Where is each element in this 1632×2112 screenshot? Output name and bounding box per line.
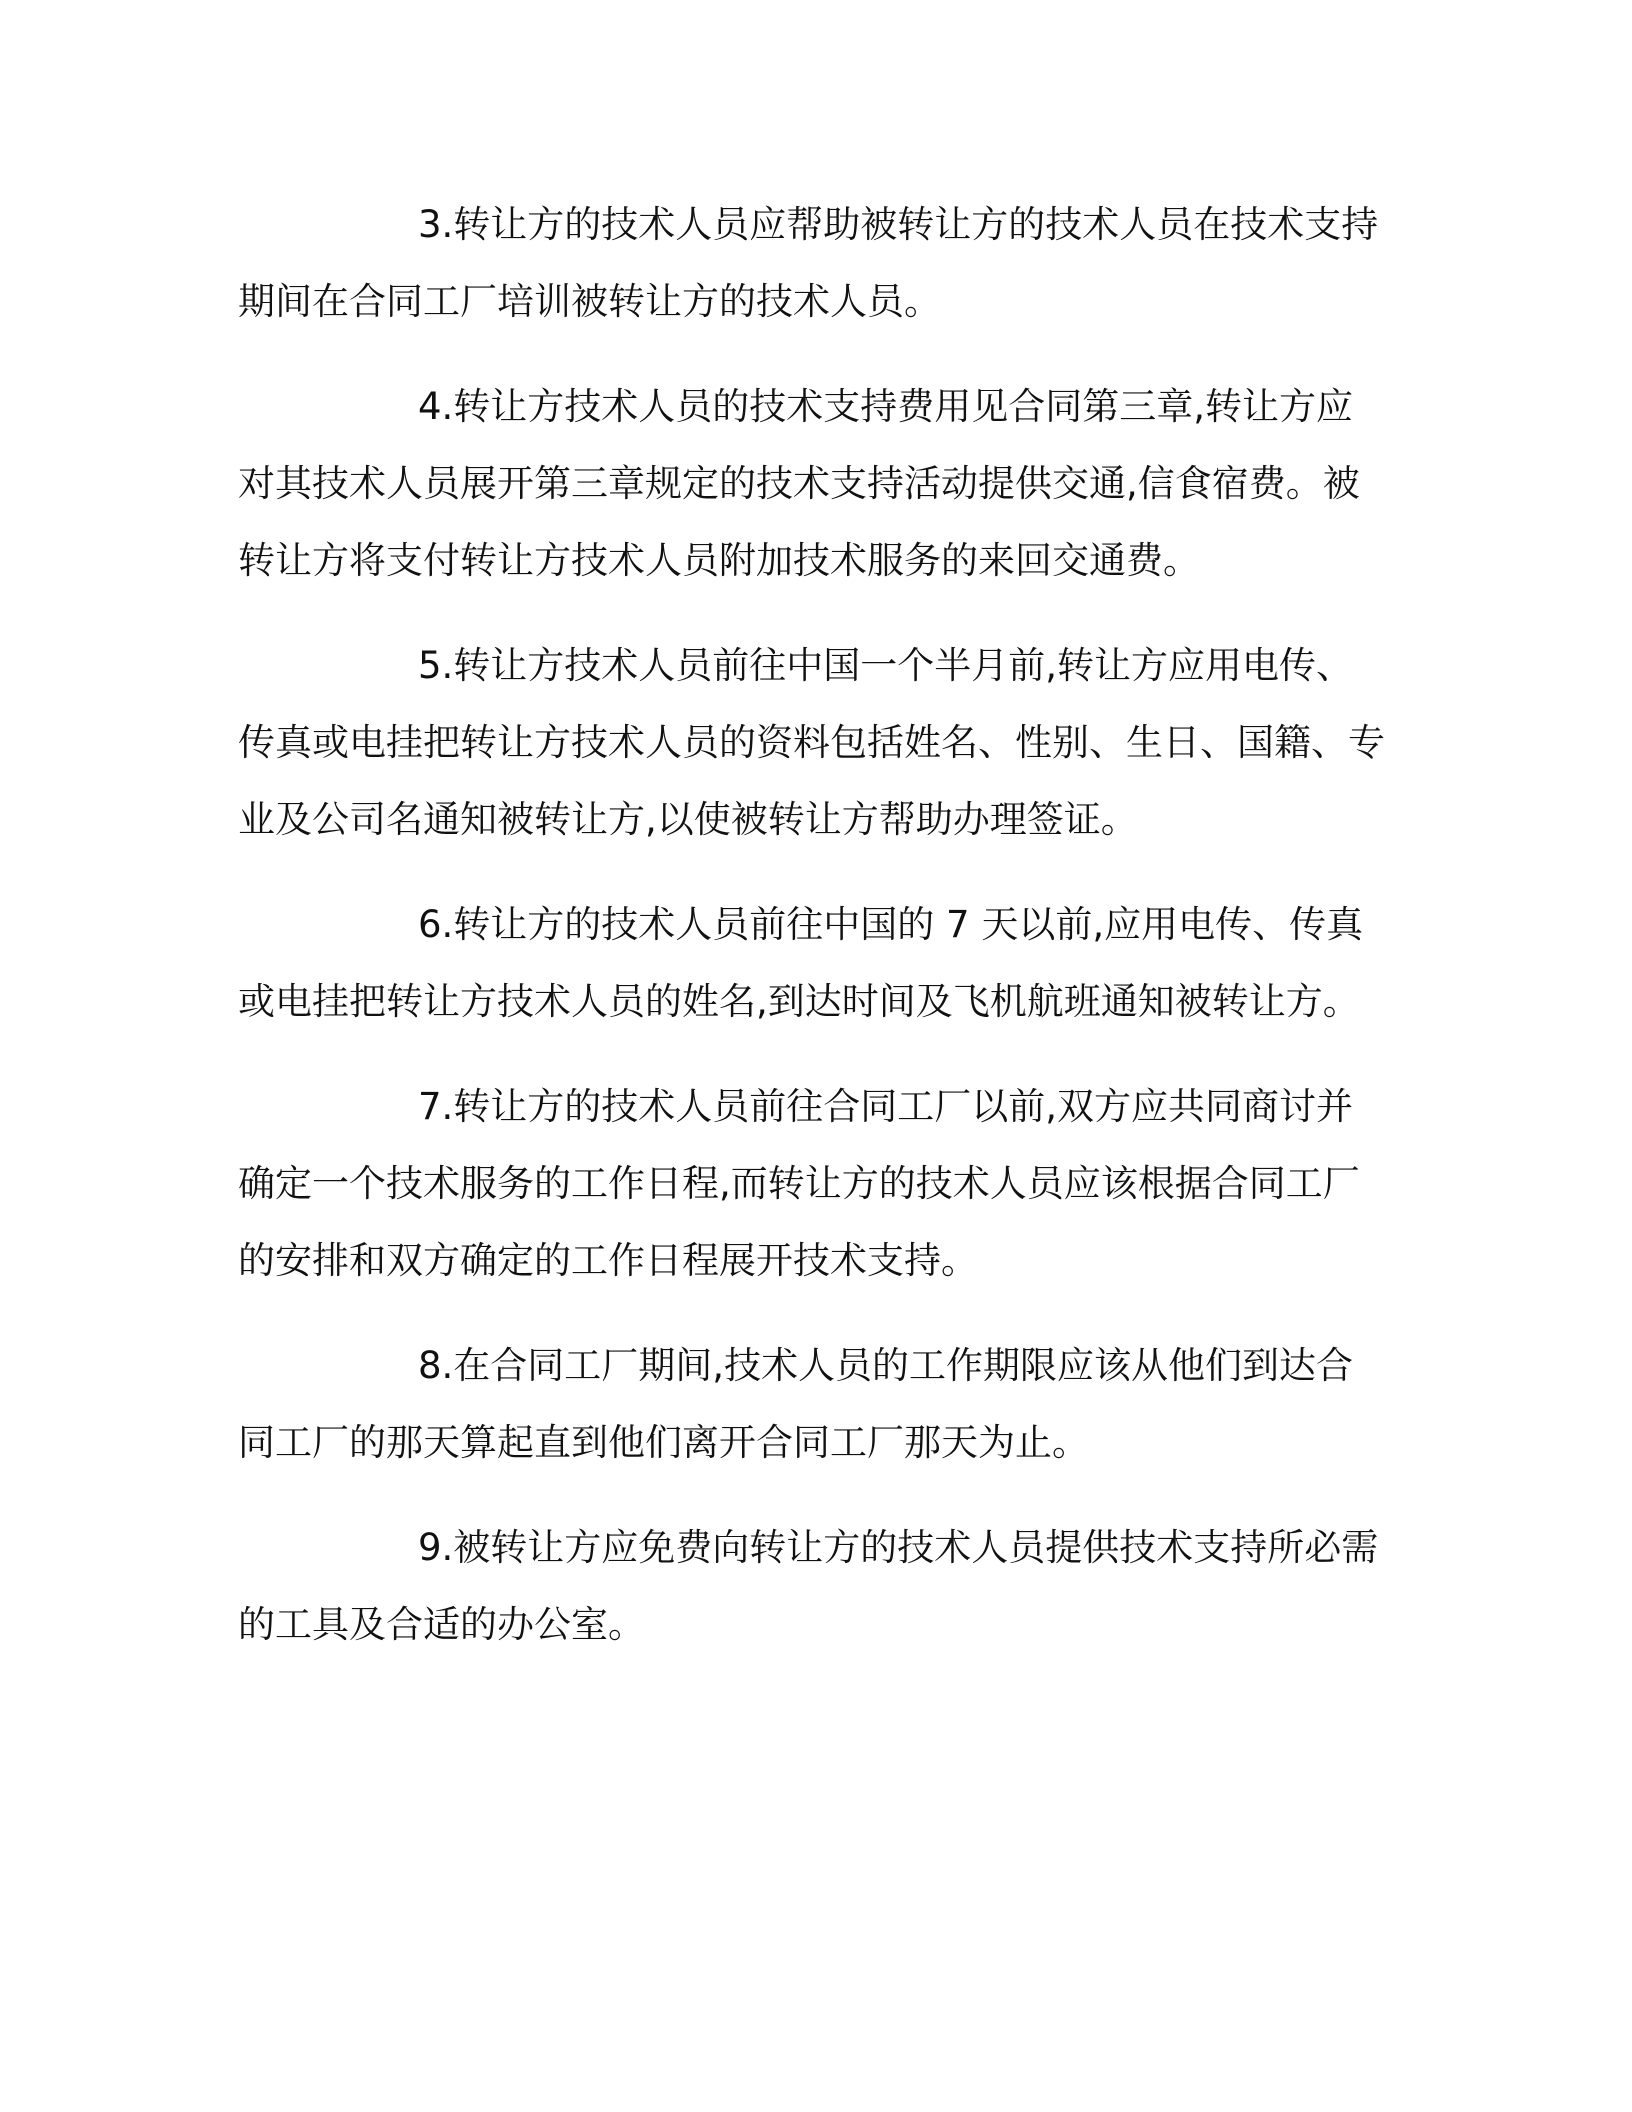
document-body (238, 186, 1388, 1691)
clause-4: 4.转让方技术人员的技术支持费用见合同第三章,转让方应对其技术人员展开第三章规定的技术支持活动提供交通,信食宿费。被转让方将支付转让方技术人员附加技术服务的来回交通费。 (238, 385, 1360, 582)
clause-9: 9.被转让方应免费向转让方的技术人员提供技术支持所必需的工具及合适的办公室。 (238, 1526, 1379, 1646)
clause-8: 8.在合同工厂期间,技术人员的工作期限应该从他们到达合同工厂的那天算起直到他们离开合同工厂那天为止。 (238, 1344, 1354, 1464)
clause-7: 7.转让方的技术人员前往合同工厂以前,双方应共同商讨并确定一个技术服务的工作日程,而转让方的技术人员应该根据合同工厂的安排和双方确定的工作日程展开技术支持。 (238, 1085, 1360, 1282)
clause-3: 3.转让方的技术人员应帮助被转让方的技术人员在技术支持期间在合同工厂培训被转让方的技术人员。 (238, 203, 1379, 323)
clause-5: 5.转让方技术人员前往中国一个半月前,转让方应用电传、传真或电挂把转让方技术人员的资料包括姓名、性别、生日、国籍、专业及公司名通知被转让方,以使被转让方帮助办理签证。 (238, 644, 1385, 841)
clause-6: 6.转让方的技术人员前往中国的 7 天以前,应用电传、传真或电挂把转让方技术人员的姓名,到达时间及飞机航班通知被转让方。 (238, 903, 1364, 1023)
